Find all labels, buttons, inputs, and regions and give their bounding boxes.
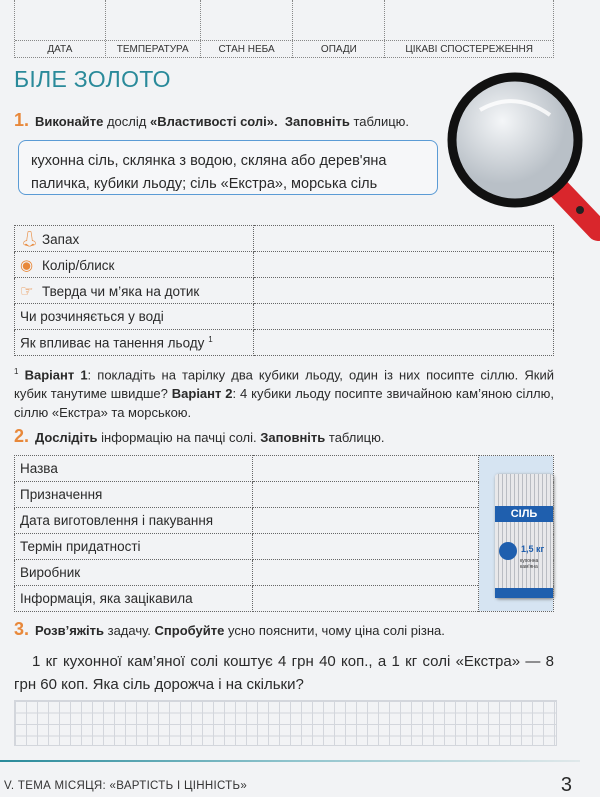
weather-col-temp: ТЕМПЕРАТУРА xyxy=(106,0,201,58)
weather-col-sky: СТАН НЕБА xyxy=(201,0,294,58)
answer-grid[interactable] xyxy=(14,700,557,746)
problem-text: 1 кг кухонної кам’яної солі коштує 4 грн 40 коп., а 1 кг солі «Екстра» — 8 грн 60 коп. Яка сіль дорожча і на скільки? xyxy=(14,653,554,693)
nose-icon: 👃︎ xyxy=(20,230,40,248)
answer-cell[interactable] xyxy=(253,586,479,612)
weather-table xyxy=(14,0,554,58)
salt-pack-table xyxy=(14,455,554,612)
table-row: ☞ Тверда чи м’яка на дотик xyxy=(15,278,554,304)
materials-box: кухонна сіль, склянка з водою, скляна або дерев'яна паличка, кубики льоду; сіль «Екстра», морська сіль xyxy=(18,140,438,195)
table-row: 👃︎ Запах xyxy=(15,226,554,252)
answer-cell[interactable] xyxy=(254,226,554,252)
table-row: Чи розчиняється у воді xyxy=(15,304,554,330)
page-number: 3 xyxy=(560,774,572,796)
salt-pack-image: СІЛЬ 1,5 кг кухонна кам'яна xyxy=(479,456,554,612)
answer-cell[interactable] xyxy=(253,508,479,534)
table-row: Інформація, яка зацікавила xyxy=(15,586,554,612)
answer-cell[interactable] xyxy=(253,534,479,560)
table-row: Як впливає на танення льоду $^1$ xyxy=(15,330,554,356)
answer-cell[interactable] xyxy=(254,304,554,330)
footer-divider xyxy=(0,760,580,762)
weather-col-notes: ЦІКАВІ СПОСТЕРЕЖЕННЯ xyxy=(405,44,533,55)
page-title: БІЛЕ ЗОЛОТО xyxy=(14,66,171,92)
table-row: Призначення xyxy=(15,482,554,508)
table-row: Назва СІЛЬ 1,5 кг кухонна кам'яна xyxy=(15,456,554,482)
table-row: ◉ Колір/блиск xyxy=(15,252,554,278)
hand-icon: ☞ xyxy=(20,282,34,300)
answer-cell[interactable] xyxy=(253,456,479,482)
task2-heading: 2. Дослідіть інформацію на пачці солі. Заповніть таблицю. xyxy=(14,426,385,446)
answer-cell[interactable] xyxy=(254,330,554,356)
answer-cell[interactable] xyxy=(253,482,479,508)
answer-cell[interactable] xyxy=(254,278,554,304)
table-row: Дата виготовлення і пакування xyxy=(15,508,554,534)
task1-heading: 1. Виконайте дослід «Властивості солі». Заповніть таблицю. xyxy=(14,110,410,130)
footnote: $^1$ Варіант 1: покладіть на тарілку два кубики льоду, один із них посипте сіллю. Який кубик танутиме швидше? Варіант 2: 4 кубики льоду посипте звичайною кам’яною сіллю, сіллю «Екстра» та морською. xyxy=(14,367,554,421)
table-row: Виробник xyxy=(15,560,554,586)
footer-section: V. ТЕМА МІСЯЦЯ: «ВАРТІСТЬ І ЦІННІСТЬ» xyxy=(4,780,248,792)
task3-heading: 3. Розв’яжіть задачу. Спробуйте усно пояснити, чому ціна солі різна. xyxy=(14,619,445,639)
weather-col-date: ДАТА xyxy=(15,0,106,58)
answer-cell[interactable] xyxy=(253,560,479,586)
weather-col-precip: ОПАДИ xyxy=(293,0,385,58)
answer-cell[interactable] xyxy=(254,252,554,278)
table-row: Термін придатності xyxy=(15,534,554,560)
magnifier-icon xyxy=(440,70,600,250)
properties-table xyxy=(14,225,554,356)
eye-icon: ◉ xyxy=(20,256,34,274)
